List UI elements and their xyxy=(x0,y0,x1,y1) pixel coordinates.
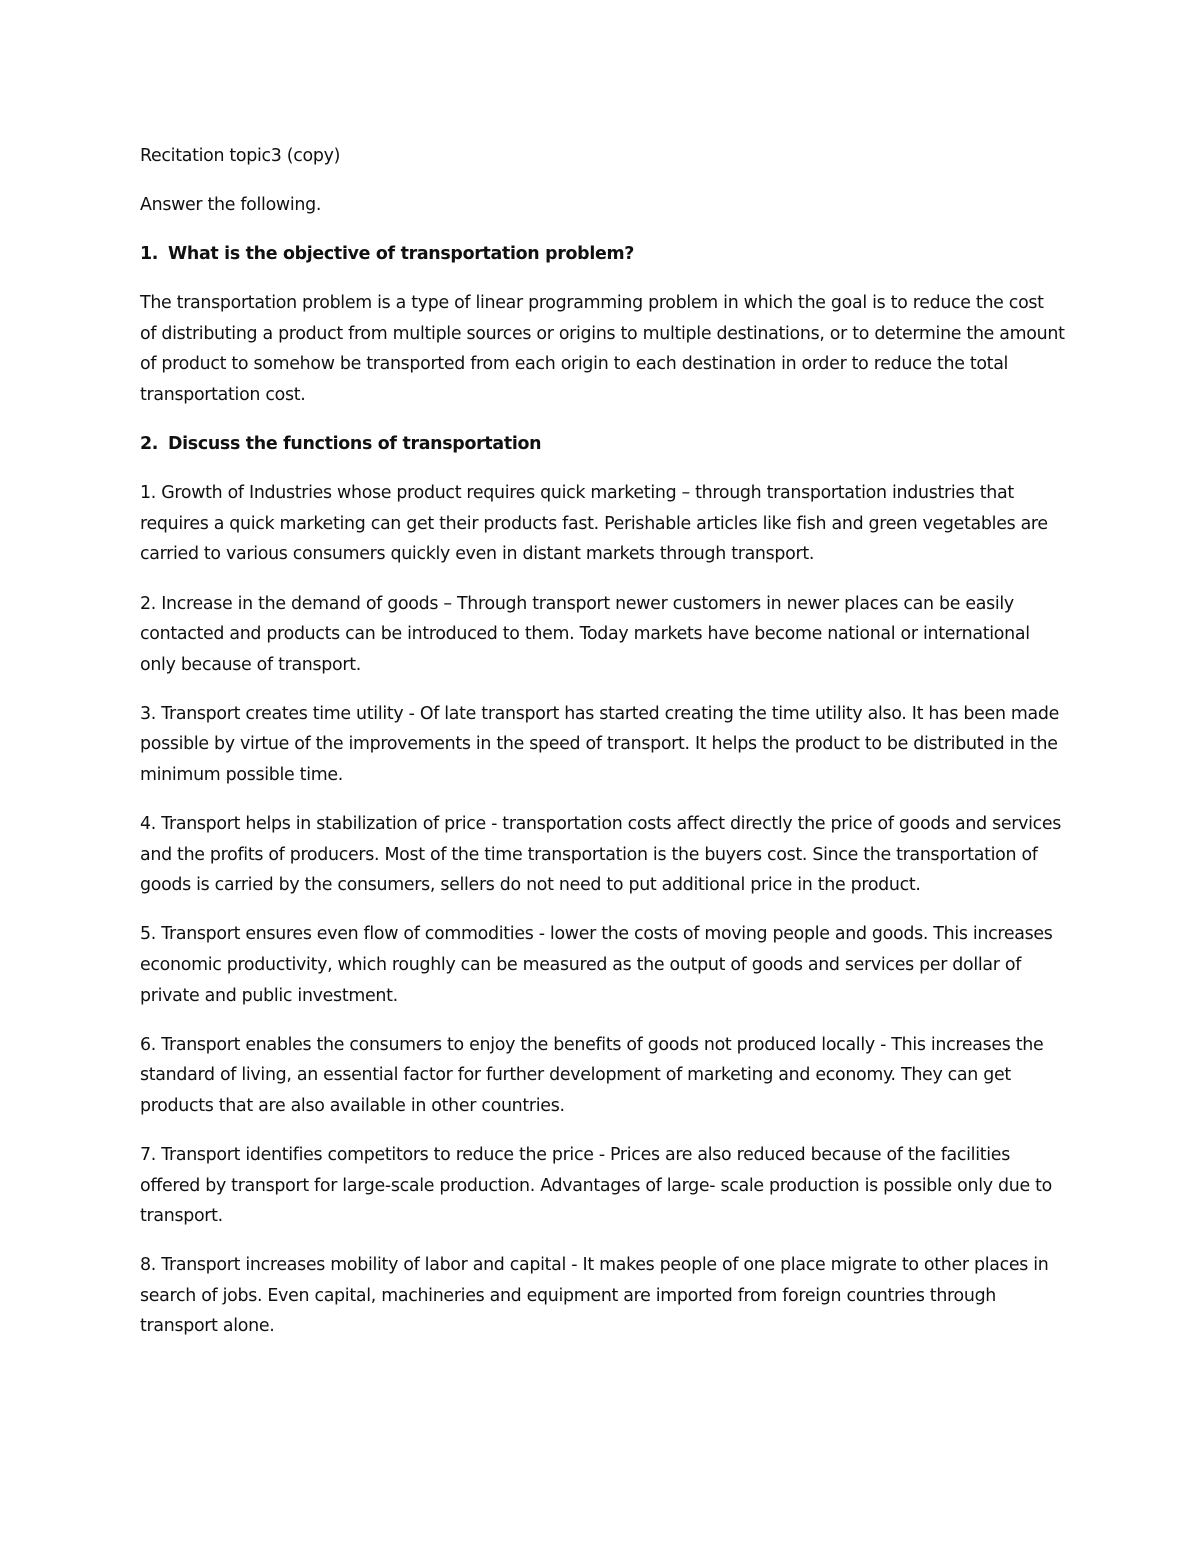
question-2-heading xyxy=(140,429,1065,460)
instruction-text: Answer the following. xyxy=(140,195,322,216)
question-1-answer: The transportation problem is a type of linear programming problem in which the goal is to reduce the cost of distributing a product from multiple sources or origins to multiple destinations, or to determine the amount of product to somehow be transported from each origin to each destination in order to reduce the total transportation cost. xyxy=(140,293,1065,406)
question-2-number: 2. xyxy=(140,434,159,455)
question-1-text: What is the objective of transportation problem? xyxy=(168,244,635,265)
function-item-3: 3. Transport creates time utility - Of late transport has started creating the time utility also. It has been made possible by virtue of the improvements in the speed of transport. It helps the product to be distributed in the minimum possible time. xyxy=(140,703,1060,785)
document-body xyxy=(140,141,1065,1361)
function-item-8: 8. Transport increases mobility of labor and capital - It makes people of one place migrate to other places in search of jobs. Even capital, machineries and equipment are imported from foreign countries through transport alone. xyxy=(140,1255,1049,1337)
function-item-1: 1. Growth of Industries whose product requires quick marketing – through transportation industries that requires a quick marketing can get their products fast. Perishable articles like fish and green vegetables are carried to various consumers quickly even in distant markets through transport. xyxy=(140,483,1048,565)
question-2-text: Discuss the functions of transportation xyxy=(168,434,542,455)
function-item-7: 7. Transport identifies competitors to reduce the price - Prices are also reduced because of the facilities offered by transport for large-scale production. Advantages of large- scale production is possible only due to transport. xyxy=(140,1144,1052,1227)
function-item-4: 4. Transport helps in stabilization of price - transportation costs affect directly the price of goods and services and the profits of producers. Most of the time transportation is the buyers cost. Since the transportation of goods is carried by the consumers, sellers do not need to put additional price in the product. xyxy=(140,814,1062,896)
document-title: Recitation topic3 (copy) xyxy=(140,146,341,166)
question-1-heading xyxy=(140,239,1065,270)
question-1-number: 1. xyxy=(140,244,159,265)
function-item-2: 2. Increase in the demand of goods – Through transport newer customers in newer places can be easily contacted and products can be introduced to them. Today markets have become national or international only because of transport. xyxy=(140,593,1030,675)
function-item-5: 5. Transport ensures even flow of commodities - lower the costs of moving people and goods. This increases economic productivity, which roughly can be measured as the output of goods and services per dollar of private and public investment. xyxy=(140,924,1053,1006)
function-item-6: 6. Transport enables the consumers to enjoy the benefits of goods not produced locally - This increases the standard of living, an essential factor for further development of marketing and economy. They can get products that are also available in other countries. xyxy=(140,1034,1044,1116)
